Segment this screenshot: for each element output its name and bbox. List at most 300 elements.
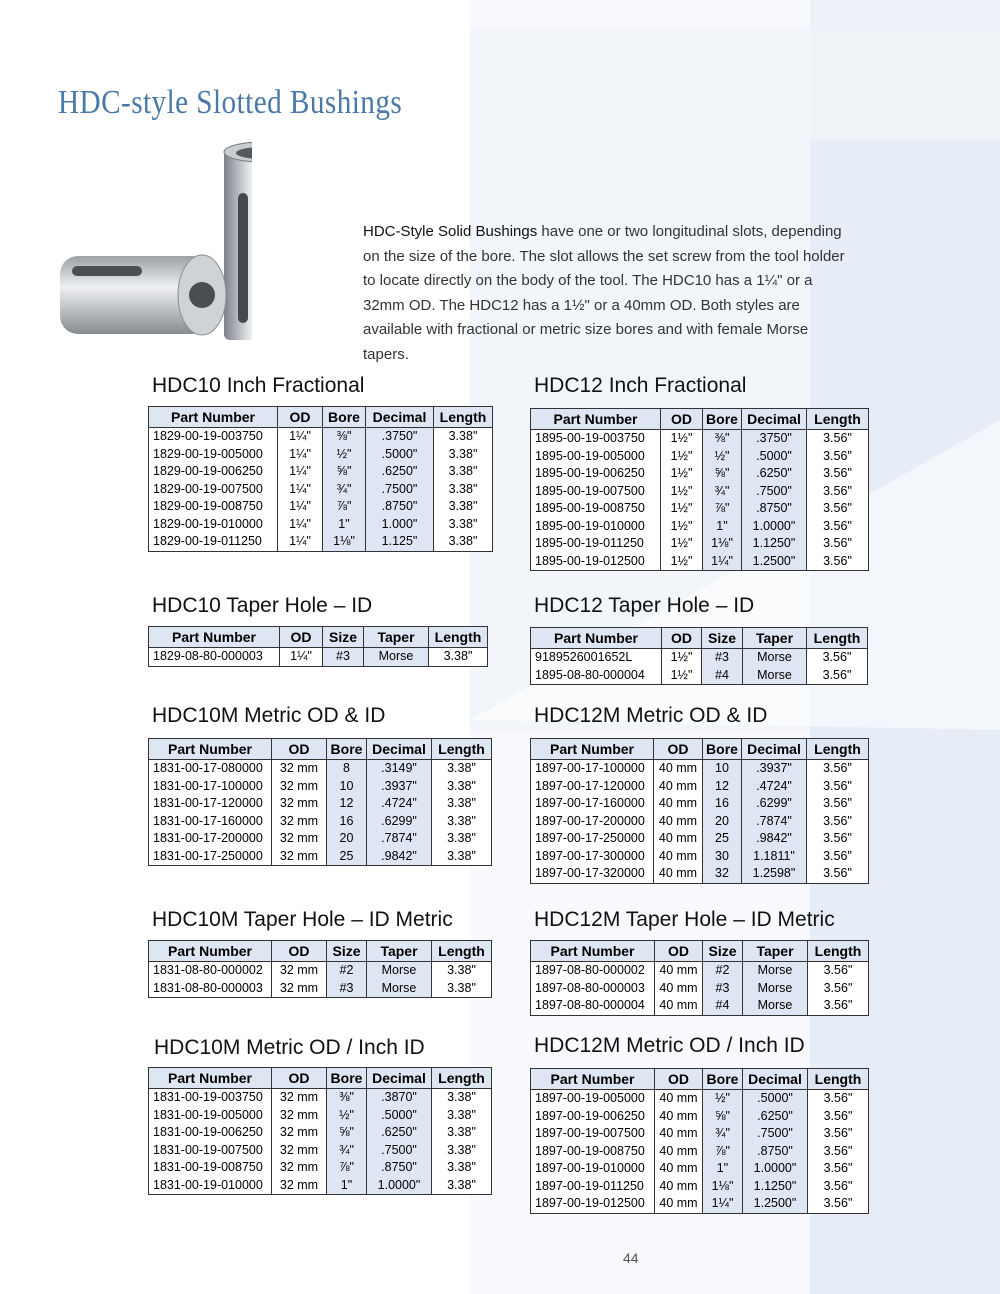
table-cell: .5000" — [743, 1090, 808, 1108]
table-cell: 3.56" — [808, 1160, 869, 1178]
table-cell: 3.56" — [807, 448, 869, 466]
table-cell: ⅜" — [703, 430, 742, 448]
table-row — [531, 778, 869, 796]
table-cell: 3.56" — [808, 962, 869, 980]
table-cell: 40 mm — [655, 997, 703, 1015]
table-cell: 3.56" — [808, 997, 869, 1015]
table-cell: 1⅛" — [703, 1178, 743, 1196]
table-cell: Morse — [367, 962, 432, 980]
table-row — [531, 1090, 869, 1108]
table-cell: 3.56" — [808, 1195, 869, 1213]
description-body: have one or two longitudinal slots, depending on the size of the bore. The slot allows the set screw from the tool holder to locate directly on the body of the tool. The HDC10 has a 1¼" or a 32mm OD. The HDC12 has a 1½" or a 40mm OD. Both styles are available with fractional or metric size bores and with female Morse tapers. — [363, 223, 845, 363]
table-row — [149, 533, 493, 551]
table-row — [531, 448, 869, 466]
table-cell: 40 mm — [655, 1195, 703, 1213]
section-title: HDC12M Metric OD / Inch ID — [534, 1034, 805, 1057]
parts-table — [530, 940, 869, 1016]
table-cell: 1895-00-19-012500 — [531, 553, 661, 571]
table-cell: 1897-00-19-012500 — [531, 1195, 655, 1213]
table-row — [531, 865, 869, 883]
table-cell: 3.38" — [434, 481, 493, 499]
table-cell: ⅞" — [703, 500, 742, 518]
table-cell: 32 mm — [272, 1107, 327, 1125]
table-cell: .7500" — [743, 1125, 808, 1143]
table-cell: 3.56" — [808, 1090, 869, 1108]
table-cell: 3.56" — [808, 1108, 869, 1126]
table-row — [531, 962, 869, 980]
table-cell: 1831-00-17-120000 — [149, 795, 272, 813]
table-cell: 1.1811" — [742, 848, 807, 866]
table-cell: 1¼" — [278, 533, 323, 551]
table-cell: 3.56" — [807, 649, 868, 667]
column-header: Length — [807, 628, 868, 649]
table-cell: 40 mm — [654, 848, 703, 866]
table-cell: #4 — [703, 997, 743, 1015]
table-cell: .5000" — [742, 448, 807, 466]
table-cell: #4 — [702, 667, 743, 685]
table-cell: 3.38" — [434, 498, 493, 516]
table-header-row — [149, 941, 492, 962]
table-cell: 3.38" — [434, 446, 493, 464]
table-cell: ⅞" — [703, 1143, 743, 1161]
column-header: Part Number — [149, 1068, 272, 1089]
table-cell: 1897-00-17-300000 — [531, 848, 654, 866]
table-cell: 25 — [703, 830, 742, 848]
column-header: OD — [661, 409, 703, 430]
table-cell: 1829-00-19-011250 — [149, 533, 278, 551]
table-cell: 3.38" — [432, 962, 492, 980]
table-cell: 1895-00-19-006250 — [531, 465, 661, 483]
column-header: Length — [807, 739, 869, 760]
column-header: Taper — [367, 941, 432, 962]
parts-table — [530, 738, 869, 884]
table-cell: 1831-00-17-080000 — [149, 760, 272, 778]
table-cell: ½" — [703, 448, 742, 466]
table-cell: 3.56" — [807, 667, 868, 685]
table-cell: 1895-00-19-011250 — [531, 535, 661, 553]
column-header: Decimal — [367, 739, 432, 760]
table-header-row — [531, 628, 868, 649]
table-cell: 40 mm — [655, 1143, 703, 1161]
table-cell: 3.56" — [807, 813, 869, 831]
parts-table — [148, 626, 488, 667]
table-row — [149, 848, 492, 866]
table-cell: 1.125" — [366, 533, 434, 551]
column-header: OD — [278, 407, 323, 428]
table-cell: 3.56" — [808, 980, 869, 998]
table-cell: 1¼" — [703, 553, 742, 571]
table-header-row — [149, 407, 493, 428]
table-cell: .6250" — [366, 463, 434, 481]
table-cell: .3149" — [367, 760, 432, 778]
column-header: Taper — [364, 627, 429, 648]
table-cell: 1831-00-17-200000 — [149, 830, 272, 848]
table-cell: #2 — [703, 962, 743, 980]
section-title: HDC10M Metric OD & ID — [152, 704, 386, 727]
table-row — [149, 428, 493, 446]
section-title: HDC12M Taper Hole – ID Metric — [534, 908, 835, 931]
table-cell: 3.38" — [432, 760, 492, 778]
table-cell: ¾" — [327, 1142, 367, 1160]
table-row — [149, 498, 493, 516]
column-header: Length — [434, 407, 493, 428]
table-row — [149, 463, 493, 481]
table-cell: 3.38" — [432, 848, 492, 866]
table-cell: 1895-00-19-008750 — [531, 500, 661, 518]
table-cell: #3 — [703, 980, 743, 998]
table-cell: 1.2500" — [743, 1195, 808, 1213]
table-cell: 8 — [327, 760, 367, 778]
column-header: OD — [272, 1068, 327, 1089]
table-cell: #3 — [323, 648, 364, 667]
table-cell: 1897-00-17-250000 — [531, 830, 654, 848]
table-cell: .5000" — [366, 446, 434, 464]
table-cell: 3.56" — [807, 518, 869, 536]
table-cell: 32 mm — [272, 1142, 327, 1160]
table-cell: 1829-00-19-006250 — [149, 463, 278, 481]
table-row — [531, 1143, 869, 1161]
table-cell: 1895-00-19-005000 — [531, 448, 661, 466]
table-row — [531, 535, 869, 553]
table-cell: 40 mm — [654, 865, 703, 883]
column-header: Part Number — [149, 407, 278, 428]
table-cell: 32 mm — [272, 830, 327, 848]
parts-table — [530, 1068, 869, 1214]
table-row — [531, 518, 869, 536]
table-cell: 1½" — [661, 448, 703, 466]
table-cell: Morse — [364, 648, 429, 667]
table-row — [531, 553, 869, 571]
table-cell: .8750" — [366, 498, 434, 516]
table-cell: Morse — [743, 667, 807, 685]
table-row — [149, 1159, 492, 1177]
table-row — [531, 465, 869, 483]
table-cell: .9842" — [742, 830, 807, 848]
hdc-bushing-photo — [52, 138, 252, 368]
table-cell: 32 mm — [272, 1089, 327, 1107]
table-cell: 3.38" — [432, 830, 492, 848]
table-cell: 40 mm — [654, 760, 703, 778]
table-cell: 1831-08-80-000002 — [149, 962, 272, 980]
table-cell: 1½" — [661, 500, 703, 518]
table-row — [149, 481, 493, 499]
table-cell: 1897-00-19-007500 — [531, 1125, 655, 1143]
table-cell: 1½" — [661, 465, 703, 483]
column-header: Bore — [703, 409, 742, 430]
table-cell: 1.0000" — [742, 518, 807, 536]
parts-table — [148, 1067, 492, 1195]
table-cell: 1¼" — [278, 481, 323, 499]
table-cell: Morse — [743, 980, 808, 998]
table-cell: .3750" — [742, 430, 807, 448]
table-cell: 1895-00-19-007500 — [531, 483, 661, 501]
column-header: Length — [807, 409, 869, 430]
table-cell: 1897-00-19-010000 — [531, 1160, 655, 1178]
table-row — [149, 516, 493, 534]
table-cell: 1829-08-80-000003 — [149, 648, 280, 667]
table-cell: .4724" — [367, 795, 432, 813]
table-cell: 1¼" — [278, 428, 323, 446]
table-cell: .7874" — [742, 813, 807, 831]
table-cell: 32 mm — [272, 1177, 327, 1195]
table-cell: 3.56" — [807, 830, 869, 848]
column-header: Length — [432, 739, 492, 760]
table-row — [149, 760, 492, 778]
column-header: Decimal — [366, 407, 434, 428]
table-cell: .6250" — [743, 1108, 808, 1126]
table-cell: #3 — [327, 980, 367, 998]
table-cell: 1831-00-19-005000 — [149, 1107, 272, 1125]
table-cell: 1897-08-80-000003 — [531, 980, 655, 998]
table-header-row — [149, 739, 492, 760]
parts-table — [148, 406, 493, 552]
table-cell: 1¼" — [278, 498, 323, 516]
table-cell: 1829-00-19-003750 — [149, 428, 278, 446]
table-cell: 3.38" — [432, 1107, 492, 1125]
column-header: Part Number — [149, 739, 272, 760]
table-cell: 1897-00-19-008750 — [531, 1143, 655, 1161]
table-row — [149, 1107, 492, 1125]
column-header: Length — [429, 627, 488, 648]
table-cell: 30 — [703, 848, 742, 866]
table-cell: 3.38" — [432, 813, 492, 831]
column-header: Part Number — [531, 739, 654, 760]
column-header: Decimal — [742, 409, 807, 430]
table-row — [531, 760, 869, 778]
table-cell: 3.38" — [432, 1089, 492, 1107]
section-title: HDC12 Inch Fractional — [534, 374, 747, 397]
table-cell: .7500" — [366, 481, 434, 499]
table-cell: ⅝" — [327, 1124, 367, 1142]
table-row — [531, 830, 869, 848]
table-cell: 1" — [703, 1160, 743, 1178]
table-row — [531, 1125, 869, 1143]
column-header: Part Number — [149, 941, 272, 962]
table-cell: 3.38" — [434, 463, 493, 481]
table-cell: 1831-00-19-003750 — [149, 1089, 272, 1107]
table-cell: 40 mm — [655, 962, 703, 980]
column-header: Taper — [743, 628, 807, 649]
column-header: OD — [654, 739, 703, 760]
table-cell: 1.1250" — [743, 1178, 808, 1196]
table-cell: 40 mm — [654, 830, 703, 848]
column-header: Size — [323, 627, 364, 648]
table-cell: 1¼" — [278, 516, 323, 534]
table-cell: 3.56" — [807, 778, 869, 796]
table-cell: 32 — [703, 865, 742, 883]
table-cell: 40 mm — [655, 1108, 703, 1126]
column-header: Bore — [327, 1068, 367, 1089]
table-row — [149, 813, 492, 831]
table-row — [531, 430, 869, 448]
column-header: Part Number — [531, 941, 655, 962]
table-cell: 1½" — [662, 667, 702, 685]
column-header: OD — [662, 628, 702, 649]
table-row — [531, 500, 869, 518]
table-cell: 3.56" — [807, 483, 869, 501]
table-row — [149, 830, 492, 848]
table-cell: 1831-00-19-010000 — [149, 1177, 272, 1195]
table-cell: 16 — [327, 813, 367, 831]
table-row — [149, 795, 492, 813]
table-cell: 3.56" — [807, 500, 869, 518]
table-cell: 1897-00-17-120000 — [531, 778, 654, 796]
parts-table — [530, 408, 869, 571]
table-cell: 3.38" — [429, 648, 488, 667]
table-cell: 3.56" — [807, 553, 869, 571]
table-cell: 3.56" — [808, 1178, 869, 1196]
table-row — [149, 980, 492, 998]
column-header: Decimal — [742, 739, 807, 760]
table-cell: 3.38" — [432, 1159, 492, 1177]
table-cell: 9189526001652L — [531, 649, 662, 667]
table-cell: 3.56" — [808, 1143, 869, 1161]
section-title: HDC10M Taper Hole – ID Metric — [152, 908, 453, 931]
table-cell: 1.2500" — [742, 553, 807, 571]
table-cell: Morse — [743, 997, 808, 1015]
table-cell: .5000" — [367, 1107, 432, 1125]
section-title: HDC12M Metric OD & ID — [534, 704, 768, 727]
parts-table — [530, 627, 868, 685]
section-title: HDC12 Taper Hole – ID — [534, 594, 755, 617]
column-header: Taper — [743, 941, 808, 962]
table-cell: 1.0000" — [367, 1177, 432, 1195]
table-cell: 1" — [703, 518, 742, 536]
table-cell: 3.56" — [807, 795, 869, 813]
table-cell: 1831-08-80-000003 — [149, 980, 272, 998]
table-row — [531, 649, 868, 667]
table-cell: .7874" — [367, 830, 432, 848]
table-cell: 40 mm — [654, 795, 703, 813]
table-cell: 1829-00-19-007500 — [149, 481, 278, 499]
table-cell: 1897-00-17-320000 — [531, 865, 654, 883]
table-cell: 1" — [323, 516, 366, 534]
parts-table — [148, 940, 492, 998]
table-cell: Morse — [743, 649, 807, 667]
parts-table — [148, 738, 492, 866]
table-cell: .6250" — [742, 465, 807, 483]
table-row — [531, 1108, 869, 1126]
table-cell: 1897-08-80-000002 — [531, 962, 655, 980]
table-cell: 1¼" — [278, 463, 323, 481]
table-cell: 32 mm — [272, 962, 327, 980]
table-cell: ¾" — [703, 483, 742, 501]
table-cell: 40 mm — [654, 813, 703, 831]
table-cell: 12 — [327, 795, 367, 813]
table-cell: 1¼" — [278, 446, 323, 464]
table-cell: Morse — [367, 980, 432, 998]
table-cell: 40 mm — [655, 1178, 703, 1196]
table-row — [149, 962, 492, 980]
table-cell: 3.56" — [807, 848, 869, 866]
table-cell: 1897-00-19-005000 — [531, 1090, 655, 1108]
column-header: Decimal — [367, 1068, 432, 1089]
table-cell: 3.38" — [432, 980, 492, 998]
table-cell: 1½" — [662, 649, 702, 667]
page-number: 44 — [623, 1250, 639, 1266]
table-header-row — [149, 627, 488, 648]
table-cell: 1829-00-19-005000 — [149, 446, 278, 464]
table-cell: 1¼" — [703, 1195, 743, 1213]
table-cell: .8750" — [367, 1159, 432, 1177]
table-header-row — [531, 941, 869, 962]
column-header: Length — [808, 941, 869, 962]
table-cell: 40 mm — [655, 1160, 703, 1178]
table-cell: 1829-00-19-008750 — [149, 498, 278, 516]
table-cell: .7500" — [367, 1142, 432, 1160]
table-cell: ⅝" — [323, 463, 366, 481]
column-header: Decimal — [743, 1069, 808, 1090]
table-cell: .6299" — [367, 813, 432, 831]
column-header: Bore — [703, 739, 742, 760]
table-cell: 1831-00-19-006250 — [149, 1124, 272, 1142]
table-cell: 40 mm — [655, 980, 703, 998]
table-cell: 32 mm — [272, 848, 327, 866]
table-cell: .6299" — [742, 795, 807, 813]
table-row — [531, 1195, 869, 1213]
table-cell: 3.38" — [432, 1124, 492, 1142]
table-cell: 1½" — [661, 535, 703, 553]
page-title: HDC-style Slotted Bushings — [58, 84, 403, 121]
table-row — [531, 1160, 869, 1178]
column-header: Part Number — [531, 1069, 655, 1090]
table-cell: 1831-00-19-008750 — [149, 1159, 272, 1177]
column-header: Length — [432, 941, 492, 962]
table-cell: 20 — [703, 813, 742, 831]
table-cell: 1897-00-19-011250 — [531, 1178, 655, 1196]
table-row — [149, 446, 493, 464]
table-cell: 1831-00-17-160000 — [149, 813, 272, 831]
table-cell: .6250" — [367, 1124, 432, 1142]
table-cell: 1897-00-17-200000 — [531, 813, 654, 831]
column-header: Size — [703, 941, 743, 962]
table-row — [149, 648, 488, 667]
table-cell: 1⅛" — [703, 535, 742, 553]
table-cell: 1.0000" — [743, 1160, 808, 1178]
table-cell: 1½" — [661, 553, 703, 571]
column-header: Bore — [703, 1069, 743, 1090]
table-cell: 32 mm — [272, 760, 327, 778]
table-cell: .3750" — [366, 428, 434, 446]
table-cell: 3.56" — [807, 760, 869, 778]
column-header: OD — [280, 627, 323, 648]
table-cell: 1.2598" — [742, 865, 807, 883]
table-cell: 1897-08-80-000004 — [531, 997, 655, 1015]
table-cell: 3.38" — [432, 1142, 492, 1160]
table-cell: ⅜" — [323, 428, 366, 446]
table-row — [149, 778, 492, 796]
table-row — [531, 997, 869, 1015]
section-title: HDC10 Taper Hole – ID — [152, 594, 373, 617]
table-cell: 32 mm — [272, 1159, 327, 1177]
column-header: Part Number — [531, 409, 661, 430]
table-header-row — [149, 1068, 492, 1089]
table-row — [531, 848, 869, 866]
table-cell: 1897-00-17-100000 — [531, 760, 654, 778]
table-cell: ⅜" — [327, 1089, 367, 1107]
table-cell: 1.000" — [366, 516, 434, 534]
table-cell: 1895-00-19-010000 — [531, 518, 661, 536]
table-cell: ¾" — [703, 1125, 743, 1143]
table-cell: 3.38" — [434, 516, 493, 534]
table-cell: 1½" — [661, 483, 703, 501]
table-cell: #2 — [327, 962, 367, 980]
table-cell: 32 mm — [272, 778, 327, 796]
table-cell: 1" — [327, 1177, 367, 1195]
table-cell: 3.56" — [807, 465, 869, 483]
table-cell: #3 — [702, 649, 743, 667]
table-header-row — [531, 739, 869, 760]
